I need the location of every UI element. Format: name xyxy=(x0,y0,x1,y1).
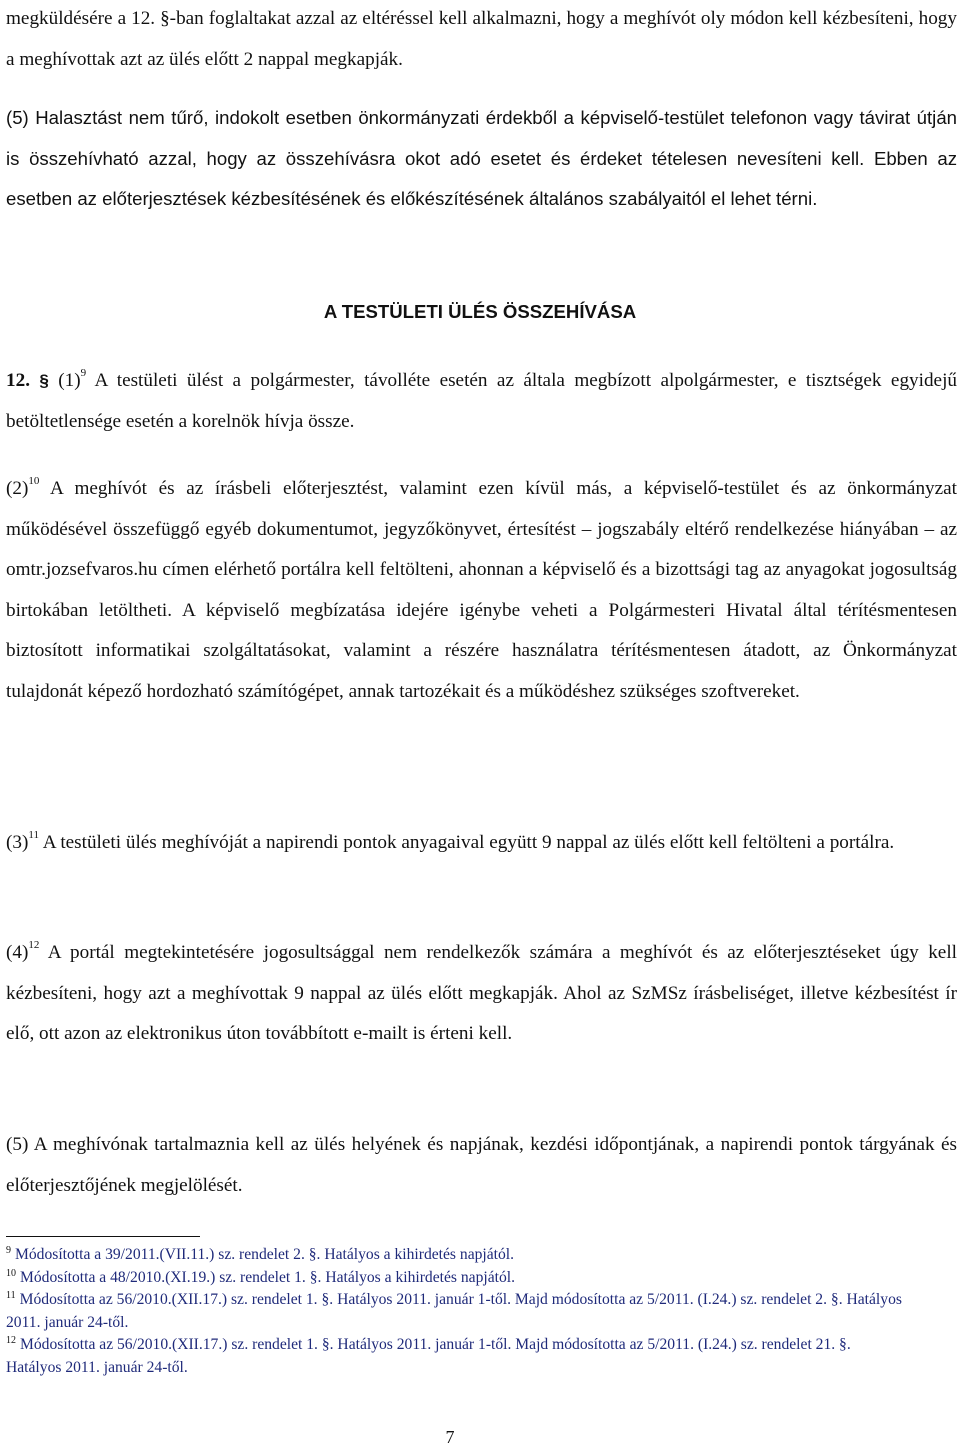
footnote-number: 10 xyxy=(6,1267,16,1279)
footnote-ref-9[interactable]: 9 xyxy=(80,367,87,379)
footnote-separator xyxy=(6,1236,200,1237)
paragraph-text: A meghívót és az írásbeli előterjesztést, valamint ezen kívül más, a képviselő-testület és az önkormányzat működésével összefüggő egyéb dokumentumot, jegyzőkönyvet, értesítést – jogszabály eltérő rendelkezése hiányában – az omtr.jozsefvaros.hu címen elérhető portálra kell feltölteni, ahonnan a képviselő és a bizottsági tag az anyagokat jogosultság birtokában letöltheti. A képviselő megbízatása idejére igénybe veheti a Polgármesteri Hivatal által térítésmentesen biztosított informatikai szolgáltatásokat, valamint a részére használatra térítésmentesen átadott, az Önkormányzat tulajdonát képező hordozható számítógépet, annak tartozékait és a működéshez szükséges szoftvereket. xyxy=(6,478,957,702)
footnote-10 xyxy=(6,1267,906,1290)
footnote-number: 12 xyxy=(6,1335,16,1347)
footnote-ref-10[interactable]: 10 xyxy=(28,475,40,487)
paragraph-4 xyxy=(6,933,957,1055)
paragraph-text: A testületi ülést a polgármester, távolléte esetén az általa megbízott alpolgármester, e tisztségek egyidejű betöltetlensége esetén a korelnök hívja össze. xyxy=(6,370,957,432)
paragraph-lead: (4) xyxy=(6,942,29,963)
paragraph-12-1 xyxy=(6,361,957,442)
page-number: 7 xyxy=(445,1427,455,1447)
paragraph-5-urgent-convening: (5) Halasztást nem tűrő, indokolt esetben önkormányzati érdekből a képviselő-testület telefonon vagy távirat útján is összehívható azzal, hogy az összehívásra okot adó esetet és érdeket tételesen nevesíteni kell. Ebben az esetben az előterjesztések kézbesítésének és előkészítésének általános szabályaitól el lehet térni. xyxy=(6,107,957,210)
section-number: 12. xyxy=(6,370,30,391)
footnote-text: Módosította a 39/2011.(VII.11.) sz. rendelet 2. §. Hatályos a kihirdetés napjától. xyxy=(15,1246,515,1263)
paragraph-lead: (1) xyxy=(58,370,81,391)
footnote-text: Módosította az 56/2010.(XII.17.) sz. rendelet 1. §. Hatályos 2011. január 1-től. Majd módosította az 5/2011. (I.24.) sz. rendelet 21. §. Hatályos 2011. január 24-től. xyxy=(6,1336,851,1376)
paragraph-5-invitation-contents: (5) A meghívónak tartalmaznia kell az ülés helyének és napjának, kezdési időpontjának, a napirendi pontok tárgyának és előterjesztőjének megjelölését. xyxy=(6,1134,957,1196)
paragraph-3 xyxy=(6,823,957,864)
paragraph-intro-continuation: megküldésére a 12. §-ban foglaltakat azzal az eltéréssel kell alkalmazni, hogy a meghívót oly módon kell kézbesíteni, hogy a meghívottak azt az ülés előtt 2 nappal megkapják. xyxy=(6,8,957,70)
paragraph-lead: (2) xyxy=(6,478,29,499)
section-mark: § xyxy=(39,371,49,390)
paragraph-text: A testületi ülés meghívóját a napirendi pontok anyagaival együtt 9 nappal az ülés előtt kell feltölteni a portálra. xyxy=(42,832,895,853)
paragraph-2 xyxy=(6,469,957,713)
footnote-9 xyxy=(6,1244,906,1267)
footnote-11 xyxy=(6,1289,906,1334)
footnote-text: Módosította a 48/2010.(XI.19.) sz. rendelet 1. §. Hatályos a kihirdetés napjától. xyxy=(20,1268,515,1286)
footnote-number: 9 xyxy=(6,1245,11,1256)
footnotes xyxy=(6,1244,906,1380)
footnote-ref-11[interactable]: 11 xyxy=(28,829,39,841)
footnote-text: Módosította az 56/2010.(XII.17.) sz. rendelet 1. §. Hatályos 2011. január 1-től. Majd módosította az 5/2011. (I.24.) sz. rendelet 2. §. Hatályos 2011. január 24-től. xyxy=(6,1291,902,1331)
paragraph-lead: (3) xyxy=(6,832,29,853)
footnote-ref-12[interactable]: 12 xyxy=(28,939,40,951)
footnote-12 xyxy=(6,1334,906,1379)
paragraph-text: A portál megtekintetésére jogosultsággal nem rendelkezők számára a meghívót és az előterjesztéseket úgy kell kézbesíteni, hogy azt a meghívottak 9 nappal az ülés előtt megkapják. Ahol az SzMSz írásbeliséget, illetve kézbesítést ír elő, ott azon az elektronikus úton továbbított e-mailt is érteni kell. xyxy=(6,942,957,1045)
section-heading: A TESTÜLETI ÜLÉS ÖSSZEHÍVÁSA xyxy=(323,301,637,322)
footnote-number: 11 xyxy=(6,1290,16,1302)
